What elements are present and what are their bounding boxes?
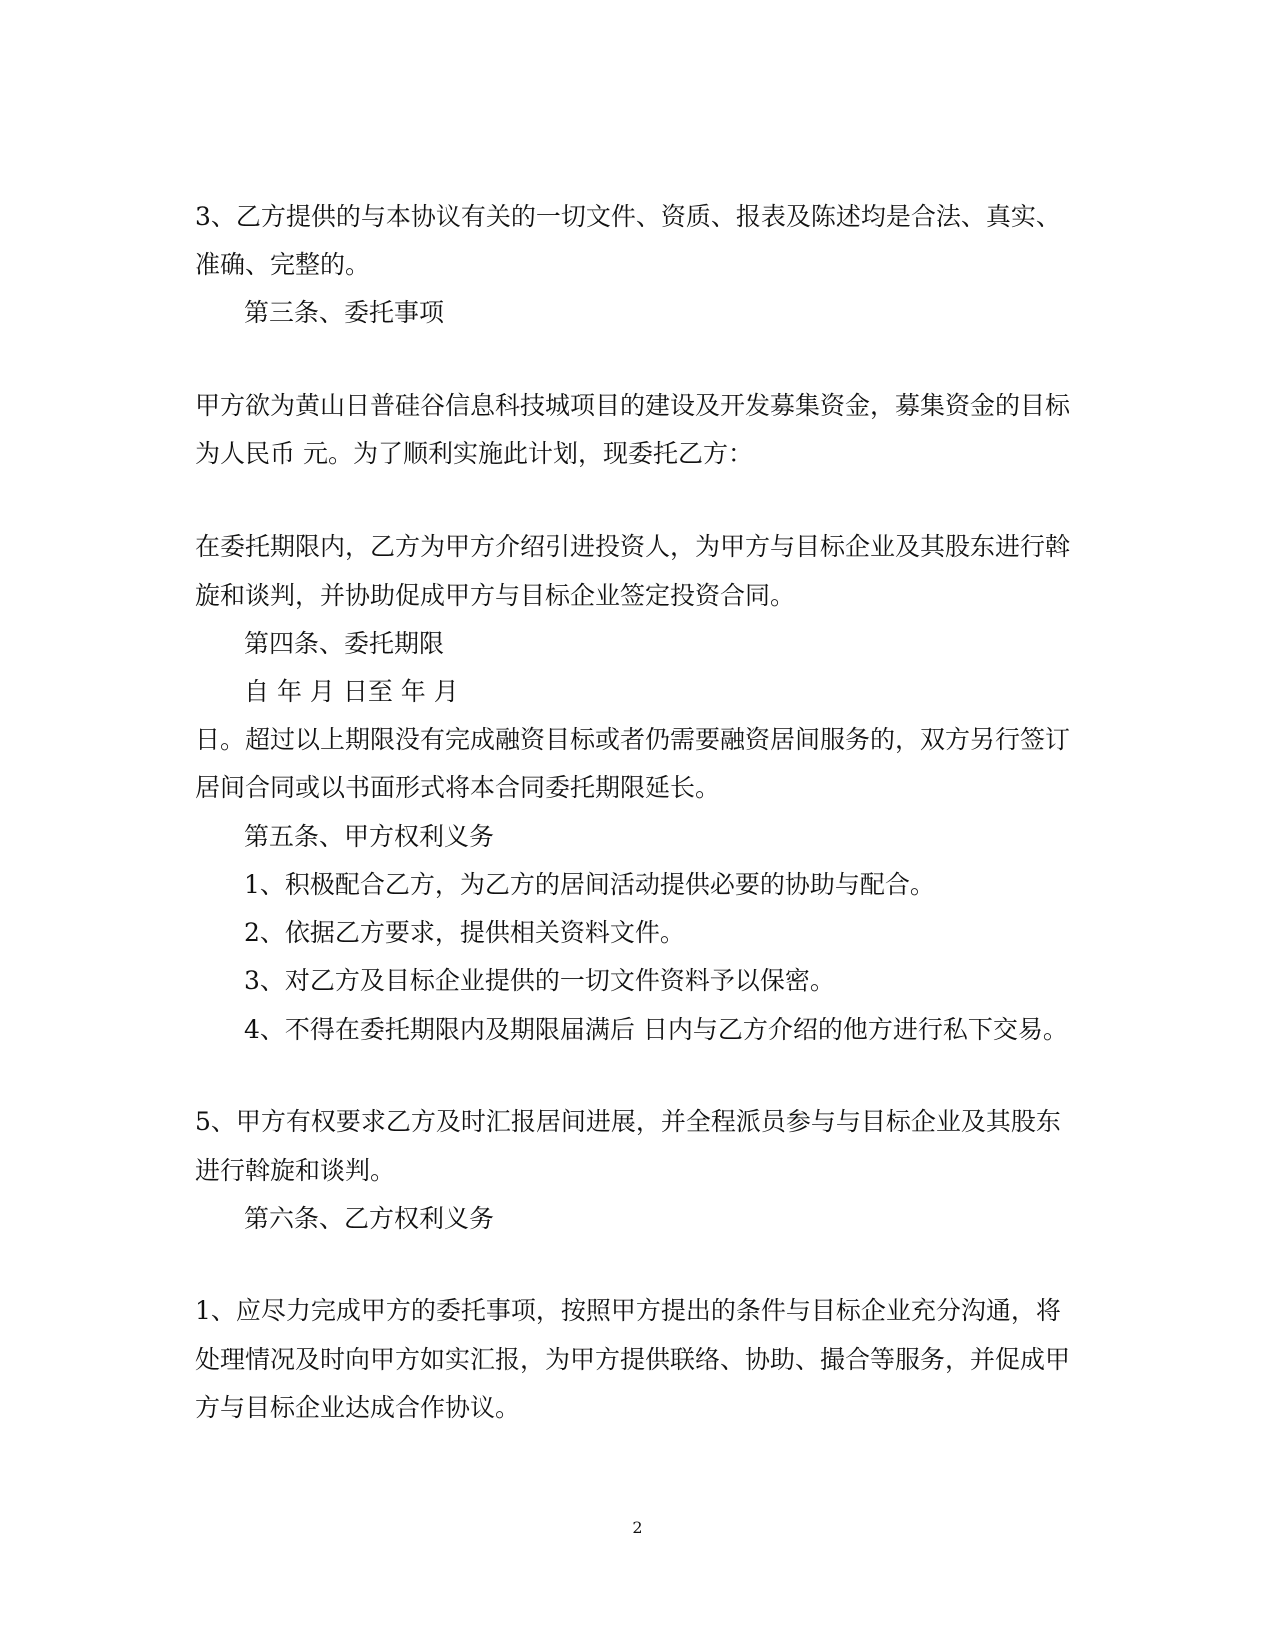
paragraph-line: 3、乙方提供的与本协议有关的一切文件、资质、报表及陈述均是合法、真实、: [195, 202, 1061, 231]
section-heading: 第三条、委托事项: [244, 298, 445, 327]
paragraph-line: 自 年 月 日至 年 月: [244, 677, 459, 706]
paragraph-line: 方与目标企业达成合作协议。: [195, 1393, 521, 1422]
paragraph-line: 居间合同或以书面形式将本合同委托期限延长。: [195, 773, 721, 802]
list-item: 1、应尽力完成甲方的委托事项，按照甲方提出的条件与目标企业充分沟通，将: [195, 1296, 1061, 1325]
paragraph-line: 旋和谈判，并协助促成甲方与目标企业签定投资合同。: [195, 581, 796, 610]
section-heading: 第六条、乙方权利义务: [244, 1204, 495, 1233]
paragraph-line: 进行斡旋和谈判。: [195, 1156, 396, 1185]
paragraph-line: 为人民币 元。为了顺利实施此计划，现委托乙方：: [195, 439, 753, 468]
list-item: 1、积极配合乙方，为乙方的居间活动提供必要的协助与配合。: [244, 870, 935, 899]
list-item: 5、甲方有权要求乙方及时汇报居间进展，并全程派员参与与目标企业及其股东: [195, 1107, 1061, 1136]
paragraph-line: 准确、完整的。: [195, 250, 371, 279]
section-heading: 第五条、甲方权利义务: [244, 822, 495, 851]
paragraph-line: 处理情况及时向甲方如实汇报，为甲方提供联络、协助、撮合等服务，并促成甲: [195, 1345, 1071, 1374]
list-item: 3、对乙方及目标企业提供的一切文件资料予以保密。: [244, 966, 835, 995]
list-item: 2、依据乙方要求，提供相关资料文件。: [244, 918, 685, 947]
paragraph-line: 甲方欲为黄山日普硅谷信息科技城项目的建设及开发募集资金，募集资金的目标: [195, 391, 1071, 420]
paragraph-line: 日。超过以上期限没有完成融资目标或者仍需要融资居间服务的，双方另行签订: [195, 725, 1071, 754]
paragraph-line: 在委托期限内，乙方为甲方介绍引进投资人，为甲方与目标企业及其股东进行斡: [195, 532, 1071, 561]
list-item: 4、不得在委托期限内及期限届满后 日内与乙方介绍的他方进行私下交易。: [244, 1015, 1068, 1044]
section-heading: 第四条、委托期限: [244, 629, 445, 658]
page-number: 2: [632, 1518, 643, 1537]
